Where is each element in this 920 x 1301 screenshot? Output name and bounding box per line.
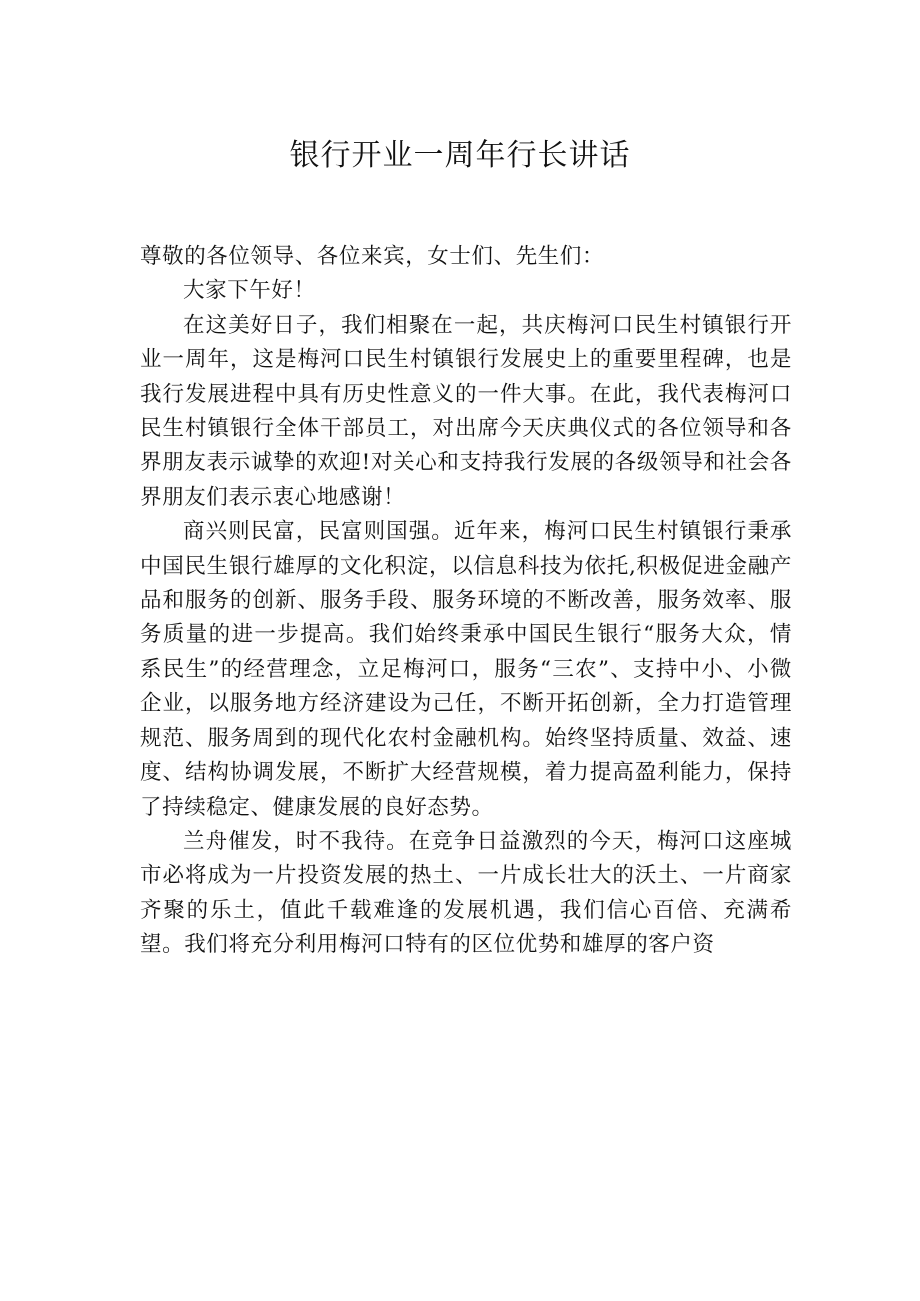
document-title: 银行开业一周年行长讲话 <box>289 138 631 173</box>
body-paragraph-outlook: 兰舟催发，时不我待。在竞争日益激烈的今天，梅河口这座城市必将成为一片投资发展的热土、一片成长壮大的沃土、一片商家齐聚的乐土，值此千载难逢的发展机遇，我们信心百倍、充满希望。我们将充分利用梅河口特有的区位优势和雄厚的客户资 <box>140 828 792 958</box>
body-paragraph-development: 商兴则民富，民富则国强。近年来，梅河口民生村镇银行秉承中国民生银行雄厚的文化积淀，以信息科技为依托,积极促进金融产品和服务的创新、服务手段、服务环境的不断改善，服务效率、服务质量的进一步提高。我们始终秉承中国民生银行“服务大众，情系民生”的经营理念，立足梅河口，服务“三农”、支持中小、小微企业，以服务地方经济建设为己任，不断开拓创新，全力打造管理规范、服务周到的现代化农村金融机构。始终坚持质量、效益、速度、结构协调发展，不断扩大经营规模，着力提高盈利能力，保持了持续稳定、健康发展的良好态势。 <box>140 519 792 820</box>
salutation-paragraph: 尊敬的各位领导、各位来宾，女士们、先生们： <box>140 244 605 269</box>
greeting-paragraph: 大家下午好！ <box>183 278 316 304</box>
body-paragraph-celebration: 在这美好日子，我们相聚在一起，共庆梅河口民生村镇银行开业一周年，这是梅河口民生村镇银行发展史上的重要里程碑，也是我行发展进程中具有历史性意义的一件大事。在此，我代表梅河口民生村镇银行全体干部员工，对出席今天庆典仪式的各位领导和各界朋友表示诚挚的欢迎!对关心和支持我行发展的各级领导和社会各界朋友们表示衷心地感谢！ <box>140 312 792 510</box>
document-body <box>140 240 792 963</box>
